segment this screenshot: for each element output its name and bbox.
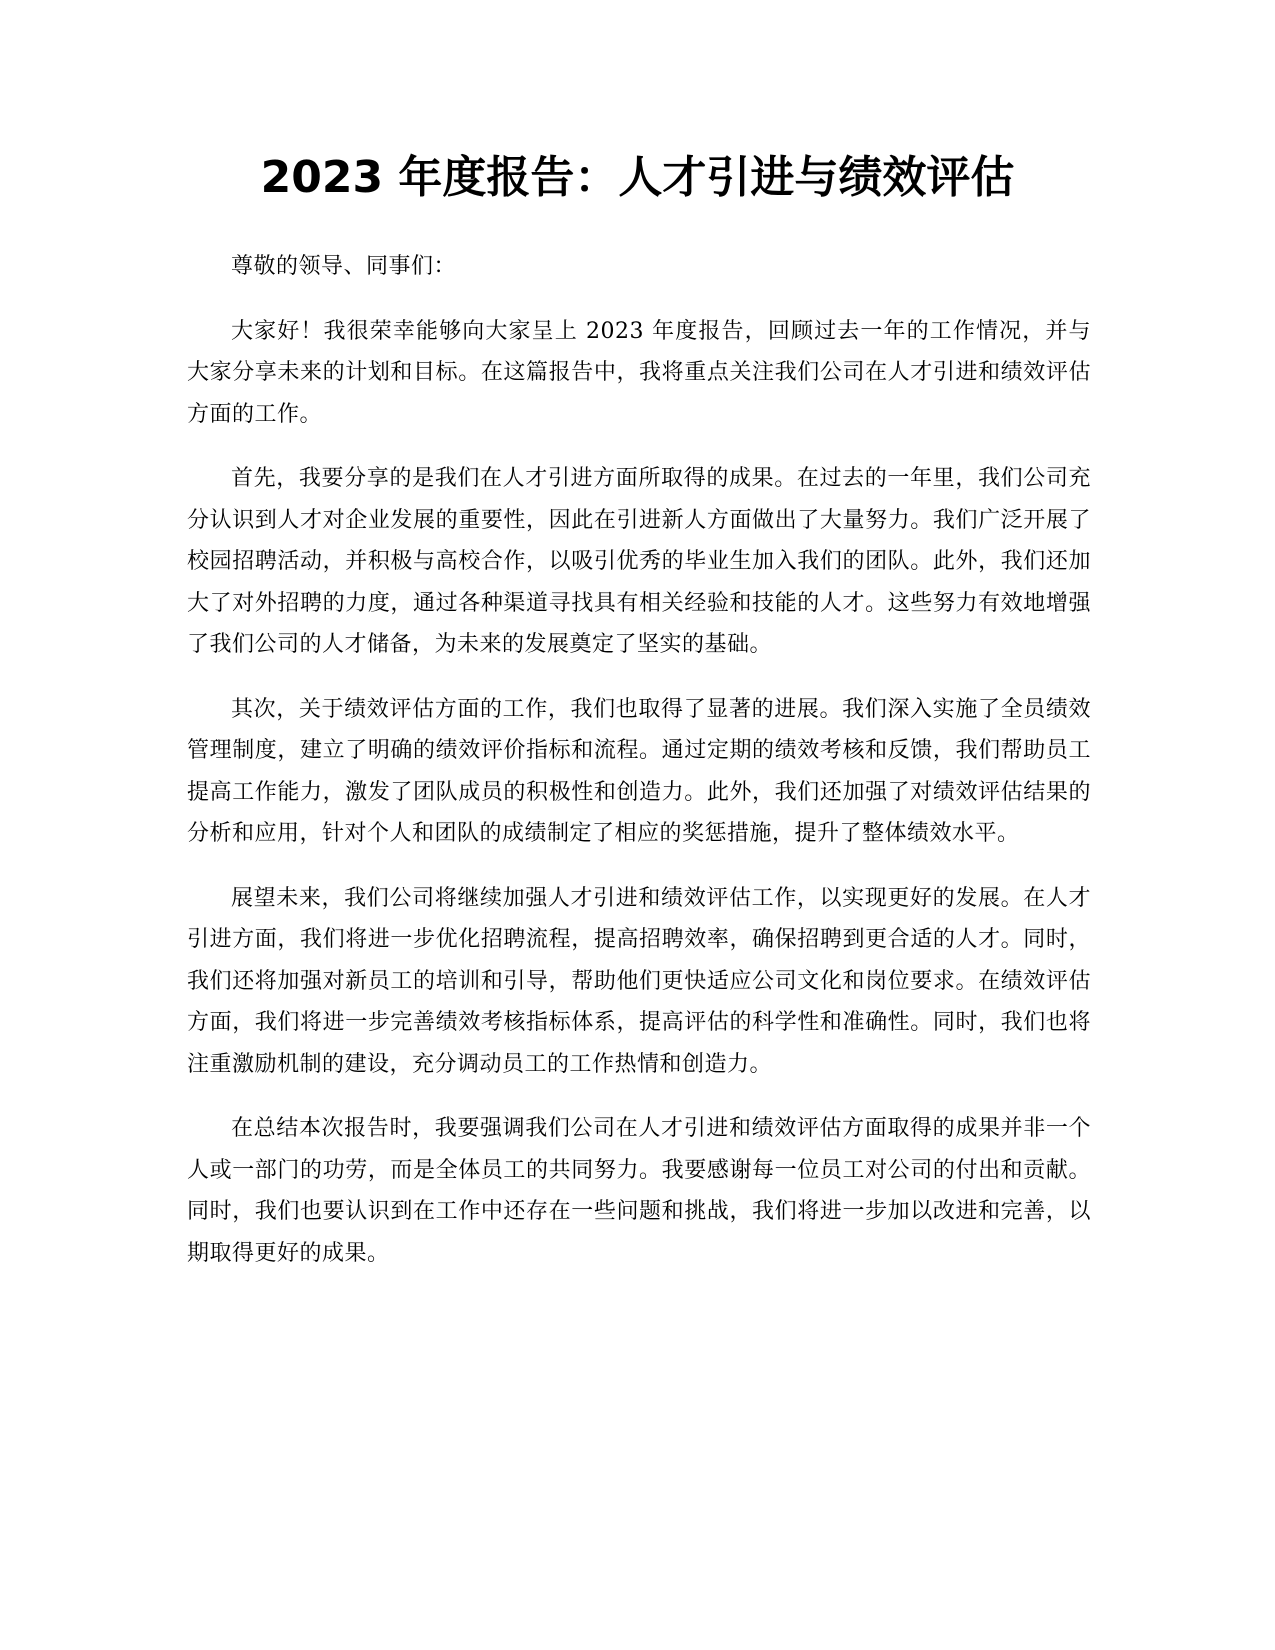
document-body (187, 246, 1091, 1297)
salutation-paragraph: 尊敬的领导、同事们： (231, 254, 457, 279)
document-title: 2023 年度报告：人才引进与绩效评估 (260, 152, 1015, 203)
conclusion-paragraph: 在总结本次报告时，我要强调我们公司在人才引进和绩效评估方面取得的成果并非一个人或一部门的功劳，而是全体员工的共同努力。我要感谢每一位员工对公司的付出和贡献。同时，我们也要认识到在工作中还存在一些问题和挑战，我们将进一步加以改进和完善，以期取得更好的成果。 (187, 1116, 1091, 1266)
talent-recruitment-paragraph: 首先，我要分享的是我们在人才引进方面所取得的成果。在过去的一年里，我们公司充分认识到人才对企业发展的重要性，因此在引进新人方面做出了大量努力。我们广泛开展了校园招聘活动，并积极与高校合作，以吸引优秀的毕业生加入我们的团队。此外，我们还加大了对外招聘的力度，通过各种渠道寻找具有相关经验和技能的人才。这些努力有效地增强了我们公司的人才储备，为未来的发展奠定了坚实的基础。 (187, 466, 1091, 657)
intro-paragraph: 大家好！我很荣幸能够向大家呈上 2023 年度报告，回顾过去一年的工作情况，并与大家分享未来的计划和目标。在这篇报告中，我将重点关注我们公司在人才引进和绩效评估方面的工作。 (187, 318, 1091, 427)
outlook-paragraph: 展望未来，我们公司将继续加强人才引进和绩效评估工作，以实现更好的发展。在人才引进方面，我们将进一步优化招聘流程，提高招聘效率，确保招聘到更合适的人才。同时，我们还将加强对新员工的培训和引导，帮助他们更快适应公司文化和岗位要求。在绩效评估方面，我们将进一步完善绩效考核指标体系，提高评估的科学性和准确性。同时，我们也将注重激励机制的建设，充分调动员工的工作热情和创造力。 (187, 885, 1091, 1077)
performance-evaluation-paragraph: 其次，关于绩效评估方面的工作，我们也取得了显著的进展。我们深入实施了全员绩效管理制度，建立了明确的绩效评价指标和流程。通过定期的绩效考核和反馈，我们帮助员工提高工作能力，激发了团队成员的积极性和创造力。此外，我们还加强了对绩效评估结果的分析和应用，针对个人和团队的成绩制定了相应的奖惩措施，提升了整体绩效水平。 (187, 696, 1091, 846)
